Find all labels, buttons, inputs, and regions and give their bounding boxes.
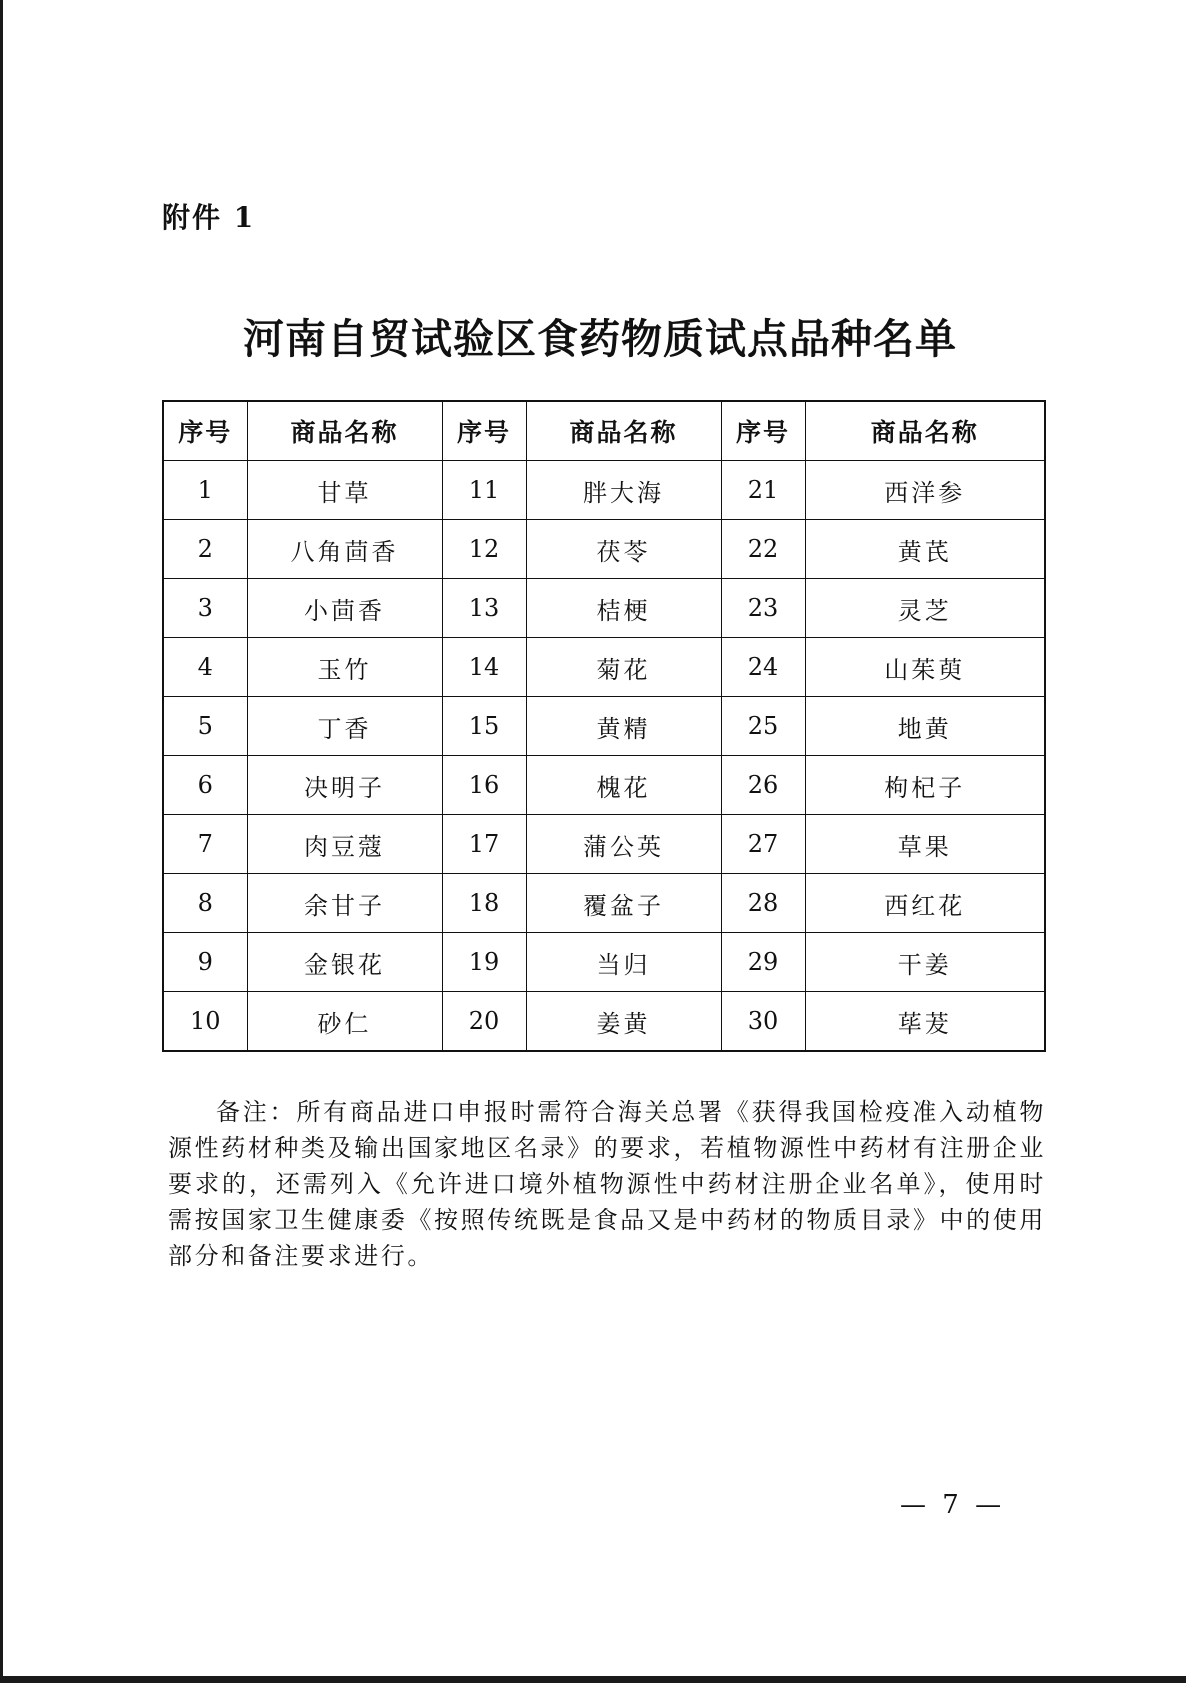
- serial-number-cell: 29: [721, 933, 805, 992]
- table-row: [163, 815, 1045, 874]
- product-name-cell: 草果: [805, 815, 1045, 874]
- product-name-cell: 金银花: [247, 933, 442, 992]
- table-row: [163, 520, 1045, 579]
- serial-number-cell: 13: [442, 579, 526, 638]
- product-name-cell: 余甘子: [247, 874, 442, 933]
- product-name-cell: 胖大海: [526, 461, 721, 520]
- serial-number-cell: 30: [721, 992, 805, 1052]
- product-name-cell: 覆盆子: [526, 874, 721, 933]
- serial-number-cell: 23: [721, 579, 805, 638]
- product-name-cell: 菊花: [526, 638, 721, 697]
- product-name-cell: 地黄: [805, 697, 1045, 756]
- serial-number-cell: 20: [442, 992, 526, 1052]
- product-name-cell: 姜黄: [526, 992, 721, 1052]
- header-serial-2: 序号: [442, 401, 526, 461]
- product-name-cell: 桔梗: [526, 579, 721, 638]
- product-name-cell: 八角茴香: [247, 520, 442, 579]
- table-row: [163, 756, 1045, 815]
- serial-number-cell: 18: [442, 874, 526, 933]
- serial-number-cell: 12: [442, 520, 526, 579]
- serial-number-cell: 26: [721, 756, 805, 815]
- page-title: 河南自贸试验区食药物质试点品种名单: [243, 315, 957, 363]
- remarks-paragraph: 备注：所有商品进口申报时需符合海关总署《获得我国检疫准入动植物源性药材种类及输出国家地区名录》的要求，若植物源性中药材有注册企业要求的，还需列入《允许进口境外植物源性中药材注册企业名单》，使用时需按国家卫生健康委《按照传统既是食品又是中药材的物质目录》中的使用部分和备注要求进行。: [168, 1098, 1046, 1270]
- product-name-cell: 山茱萸: [805, 638, 1045, 697]
- serial-number-cell: 8: [163, 874, 247, 933]
- table-row: [163, 579, 1045, 638]
- header-product-name-1: 商品名称: [247, 401, 442, 461]
- scan-edge-bottom: [0, 1676, 1186, 1683]
- serial-number-cell: 11: [442, 461, 526, 520]
- product-name-cell: 枸杞子: [805, 756, 1045, 815]
- product-name-cell: 黄芪: [805, 520, 1045, 579]
- product-name-cell: 当归: [526, 933, 721, 992]
- product-name-cell: 荜茇: [805, 992, 1045, 1052]
- product-table: [162, 400, 1046, 1052]
- header-serial-1: 序号: [163, 401, 247, 461]
- serial-number-cell: 16: [442, 756, 526, 815]
- serial-number-cell: 24: [721, 638, 805, 697]
- table-row: [163, 697, 1045, 756]
- table-row: [163, 933, 1045, 992]
- serial-number-cell: 1: [163, 461, 247, 520]
- product-name-cell: 砂仁: [247, 992, 442, 1052]
- serial-number-cell: 21: [721, 461, 805, 520]
- attachment-label: 附件 1: [162, 201, 256, 234]
- header-serial-3: 序号: [721, 401, 805, 461]
- scan-edge-left: [0, 0, 3, 1683]
- serial-number-cell: 14: [442, 638, 526, 697]
- product-name-cell: 西红花: [805, 874, 1045, 933]
- serial-number-cell: 4: [163, 638, 247, 697]
- product-name-cell: 肉豆蔻: [247, 815, 442, 874]
- table-header-row: [163, 401, 1045, 461]
- serial-number-cell: 3: [163, 579, 247, 638]
- product-name-cell: 小茴香: [247, 579, 442, 638]
- serial-number-cell: 15: [442, 697, 526, 756]
- product-name-cell: 丁香: [247, 697, 442, 756]
- table-row: [163, 638, 1045, 697]
- table-row: [163, 874, 1045, 933]
- table-row: [163, 461, 1045, 520]
- product-name-cell: 灵芝: [805, 579, 1045, 638]
- product-name-cell: 槐花: [526, 756, 721, 815]
- serial-number-cell: 22: [721, 520, 805, 579]
- serial-number-cell: 7: [163, 815, 247, 874]
- table-row: [163, 992, 1045, 1052]
- serial-number-cell: 25: [721, 697, 805, 756]
- header-product-name-2: 商品名称: [526, 401, 721, 461]
- serial-number-cell: 5: [163, 697, 247, 756]
- serial-number-cell: 2: [163, 520, 247, 579]
- header-product-name-3: 商品名称: [805, 401, 1045, 461]
- product-name-cell: 决明子: [247, 756, 442, 815]
- serial-number-cell: 17: [442, 815, 526, 874]
- product-name-cell: 黄精: [526, 697, 721, 756]
- serial-number-cell: 10: [163, 992, 247, 1052]
- serial-number-cell: 27: [721, 815, 805, 874]
- serial-number-cell: 19: [442, 933, 526, 992]
- serial-number-cell: 6: [163, 756, 247, 815]
- product-name-cell: 茯苓: [526, 520, 721, 579]
- serial-number-cell: 9: [163, 933, 247, 992]
- product-name-cell: 西洋参: [805, 461, 1045, 520]
- serial-number-cell: 28: [721, 874, 805, 933]
- product-name-cell: 蒲公英: [526, 815, 721, 874]
- product-name-cell: 玉竹: [247, 638, 442, 697]
- page-number: — 7 —: [900, 1490, 1006, 1520]
- product-name-cell: 甘草: [247, 461, 442, 520]
- product-name-cell: 干姜: [805, 933, 1045, 992]
- table-body: [163, 461, 1045, 1052]
